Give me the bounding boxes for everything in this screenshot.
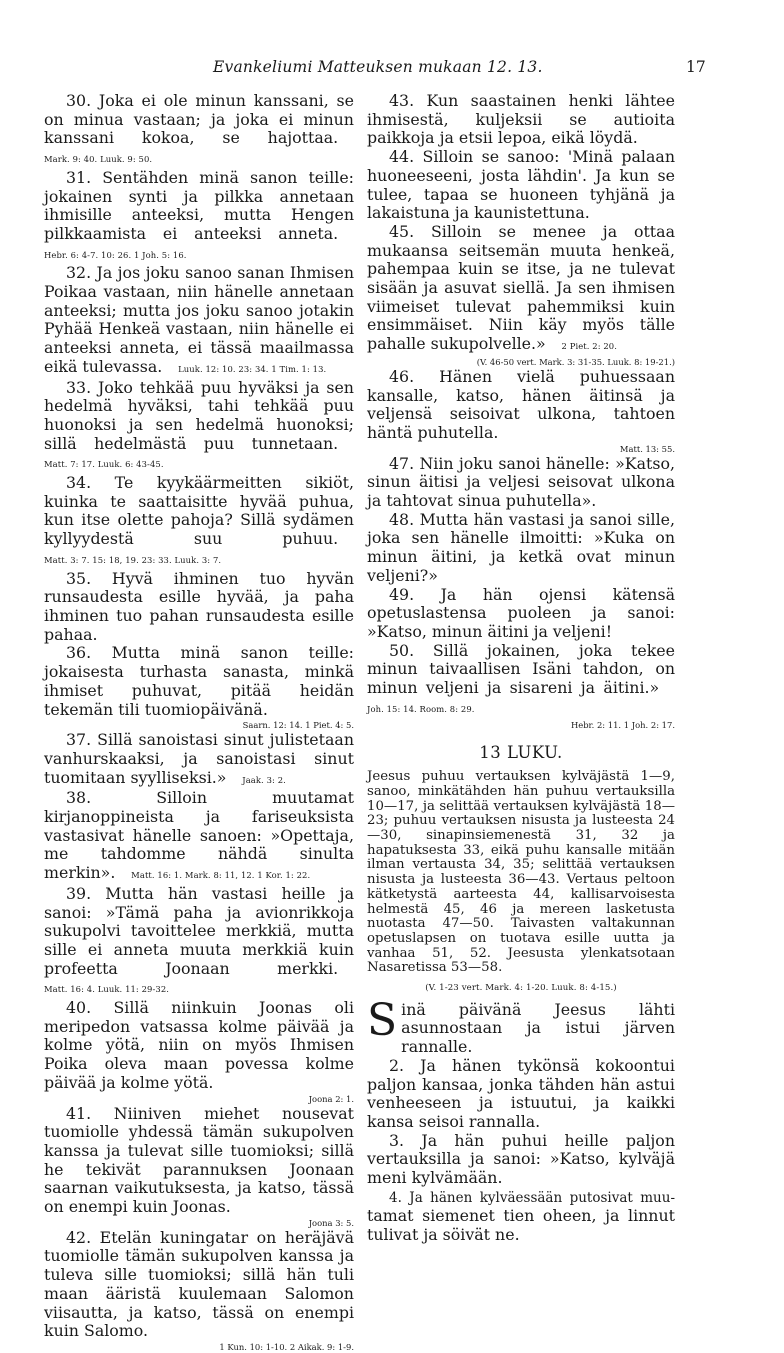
verse-text: 32. Ja jos joku sanoo sanan Ihmisen Poikaa vastaan, niin hänelle annetaan anteeksi; mutta jos joku sanoo jotakin Pyhää Henkeä vastaan, niin hänelle ei anteeksi anneta, ei tässä maailmassa eikä tulevassa. xyxy=(44,263,354,376)
verse-1-text: inä päivänä Jeesus lähti asunnostaan ja istui järven rannalle. xyxy=(401,999,675,1057)
verse-text: 44. Silloin se sanoo: 'Minä palaan huoneeseeni, josta lähdin'. Ja kun se tulee, tapaa se huoneen tyhjänä ja lakaistuna ja kaunistettuna. xyxy=(367,147,675,223)
verse-text: 31. Sentähden minä sanon teille: jokainen synti ja pilkka annetaan ihmisille anteeksi, mutta Hengen pilkkaamista ei anteeksi anneta. xyxy=(44,167,354,243)
verse-text: 48. Mutta hän vastasi ja sanoi sille, joka sen hänelle ilmoitti: »Kuka on minun äitini, ja ketkä ovat minun veljeni?» xyxy=(367,509,675,585)
right_column-verse xyxy=(367,455,675,511)
chapter-heading: 13 LUKU. xyxy=(479,742,563,762)
scripture-reference: Saarn. 12: 14. 1 Piet. 4: 5. xyxy=(242,720,354,731)
chapter-summary: Jeesus puhuu vertauksen kylväjästä 1—9, sanoo, minkätähden hän puhuu vertauksilla 10—17, ja selittää vertauksen kylväjästä 18—23; puhuu vertauksen nisusta ja lusteesta 24—30, sinapinsiemenestä 31, 32 ja hapatuksesta 33, eikä puhu kansalle mitään ilman vertausta 34, 35; selittää vertauksen nisusta ja lusteesta 36—43. Vertaus peltoon kätketystä aarteesta 44, kallisarvoisesta helmestä 45, 46 ja mereen lasketusta nuotasta 47—50. Taivasten valtakunnan opetuslapsen on tuotava esille uutta ja vanhaa 51, 52. Jeesusta ylenkatsotaan Nasaretissa 53—58. xyxy=(367,769,675,976)
right_column-verse xyxy=(367,368,675,455)
verse-text: 46. Hänen vielä puhuessaan kansalle, katso, hänen äitinsä ja veljensä seisoivat ulkona, tahtoen häntä puhutella. xyxy=(367,366,675,442)
right_column-verse xyxy=(367,92,675,148)
verse-text: 38. Silloin muutamat kirjanoppineista ja fariseuksista vastasivat hänelle sanoen: »Opettaja, me tahdomme nähdä sinulta merkin». xyxy=(44,788,354,883)
verse-text: 45. Silloin se menee ja ottaa mukaansa seitsemän muuta henkeä, pahempaa kuin se itse, ja ne tulevat sisään ja asuvat siellä. Ja sen ihmisen viimeiset tulevat pahemmiksi kuin ensimmäiset. Niin käy myös tälle pahalle sukupolvelle.» xyxy=(367,221,675,354)
page-header xyxy=(0,58,784,82)
right-column xyxy=(367,92,675,1245)
scripture-reference: Mark. 9: 40. Luuk. 9: 50. xyxy=(44,154,153,165)
scripture-reference: 2 Piet. 2: 20. xyxy=(561,341,617,352)
scripture-reference-continued: (V. 46-50 vert. Mark. 3: 31-35. Luuk. 8: 19-21.) xyxy=(476,356,675,367)
left_column-verse xyxy=(44,474,354,570)
right_column-verse xyxy=(367,642,675,731)
verse-4-opening: 4. Ja hänen kylväessään putosivat muu- xyxy=(389,1189,675,1206)
right_column-verse xyxy=(367,511,675,586)
left_column-verse xyxy=(44,1229,354,1353)
left_column-verse xyxy=(44,789,354,885)
verse-text: 42. Etelän kuningatar on heräjävä tuomiolle tämän sukupolven kanssa ja tuleva sille tuomioksi; sillä hän tuli maan ääristä kuulemaan Salomon viisautta, ja katso, tässä on enempi kuin Salomo. xyxy=(44,1227,354,1341)
chapter-verses xyxy=(367,1057,675,1188)
left_column-verse xyxy=(44,92,354,169)
left_column-verse xyxy=(44,731,354,789)
chapter-verse: 3. Ja hän puhui heille paljon vertauksilla ja sanoi: »Katso, kylväjä meni kylvämään. xyxy=(367,1130,675,1188)
left_column-verse xyxy=(44,570,354,645)
scripture-reference: Jaak. 3: 2. xyxy=(242,774,286,785)
left_column-verse xyxy=(44,644,354,731)
chapter-crossref: (V. 1-23 vert. Mark. 4: 1-20. Luuk. 8: 4-15.) xyxy=(425,983,617,994)
verse-text: 34. Te kyykäärmeitten sikiöt, kuinka te saattaisitte hyvää puhua, kun itse olette pahoja? Sillä sydämen kyllyydestä suu puhuu. xyxy=(44,473,354,549)
verse-text: 35. Hyvä ihminen tuo hyvän runsaudesta esille hyvää, ja paha ihminen tuo pahan runsaudesta esille pahaa. xyxy=(44,568,354,644)
scripture-reference: Matt. 16: 4. Luuk. 11: 29-32. xyxy=(44,984,170,995)
verse-text: 41. Niiniven miehet nousevat tuomiolle yhdessä tämän sukupolven kanssa ja tulevat sille tuomioksi; sillä he tekivät parannuksen Joonaan saarnan vaikutuksesta, ja katso, tässä on enempi kuin Joonas. xyxy=(44,1103,354,1217)
verse-4-text: tamat siemenet tien oheen, ja linnut tulivat ja söivät ne. xyxy=(367,1206,675,1245)
verse-text: 49. Ja hän ojensi kätensä opetuslastensa puoleen ja sanoi: »Katso, minun äitini ja veljeni! xyxy=(367,584,675,641)
scripture-reference: Joona 3: 5. xyxy=(308,1217,354,1228)
verse-text: 37. Sillä sanoistasi sinut julistetaan vanhurskaaksi, ja sanoistasi sinut tuomitaan syylliseksi.» xyxy=(44,730,354,787)
left-column xyxy=(44,92,354,1353)
running-title: Evankeliumi Matteuksen mukaan 12. 13. xyxy=(213,58,543,76)
left_column-verse xyxy=(44,1105,354,1229)
verse-text: 50. Sillä jokainen, joka tekee minun taivaallisen Isäni tahdon, on minun veljeni ja sisareni ja äitini.» xyxy=(367,640,675,698)
scripture-reference: Joh. 15: 14. Room. 8: 29. xyxy=(367,703,475,714)
verse-text: 33. Joko tehkää puu hyväksi ja sen hedelmä hyväksi, tahi tehkää puu huonoksi ja sen hedelmä huonoksi; sillä hedelmästä puu tunnetaan. xyxy=(44,377,354,453)
scripture-reference: Joona 2: 1. xyxy=(308,1093,354,1104)
verse-text: 39. Mutta hän vastasi heille ja sanoi: »Tämä paha ja avionrikkoja sukupolvi tavoittelee merkkiä, mutta sille ei anneta muuta merkkiä kuin profeetta Joonaan merkki. xyxy=(44,883,354,978)
verse-text: 36. Mutta minä sanon teille: jokaisesta turhasta sanasta, minkä ihmiset puhuvat, pitää heidän tekemän tili tuomiopäivänä. xyxy=(44,643,354,719)
scripture-reference: 1 Kun. 10: 1-10. 2 Aikak. 9: 1-9. xyxy=(219,1342,354,1352)
drop-cap: S xyxy=(367,994,398,1046)
left_column-verse xyxy=(44,379,354,475)
left_column-verse xyxy=(44,264,354,378)
right_column-verse xyxy=(367,586,675,642)
verse-text: 40. Sillä niinkuin Joonas oli meripedon vatsassa kolme päivää ja kolme yötä, niin on myös Ihmisen Poika oleva maan povessa kolme päivää ja kolme yötä. xyxy=(44,998,354,1092)
scripture-reference: Matt. 16: 1. Mark. 8: 11, 12. 1 Kor. 1: 22. xyxy=(131,870,311,881)
verse-text: 43. Kun saastainen henki lähtee ihmisestä, kuljeksii se autioita paikkoja ja etsii lepoa, eikä löydä. xyxy=(367,91,675,148)
scripture-reference-continued: Hebr. 2: 11. 1 Joh. 2: 17. xyxy=(570,719,675,730)
verse-text: 30. Joka ei ole minun kanssani, se on minua vastaan; ja joka ei minun kanssani kokoa, se hajottaa. xyxy=(44,91,354,148)
chapter-verse: 2. Ja hänen tykönsä kokoontui paljon kansaa, jonka tähden hän astui venheeseen ja istuutui, ja kaikki kansa seisoi rannalla. xyxy=(367,1055,675,1131)
left_column-verse xyxy=(44,885,354,999)
right_column-verse xyxy=(367,148,675,223)
verse-1 xyxy=(367,994,675,1057)
page-number: 17 xyxy=(686,58,706,76)
scripture-reference: Matt. 13: 55. xyxy=(619,443,675,454)
scripture-reference: Matt. 7: 17. Luuk. 6: 43-45. xyxy=(44,459,164,470)
scripture-reference: Matt. 3: 7. 15: 18, 19. 23: 33. Luuk. 3: 7. xyxy=(44,554,222,565)
left_column-verse xyxy=(44,169,354,265)
right-verses xyxy=(367,92,675,731)
verse-4 xyxy=(367,1188,675,1245)
right_column-verse xyxy=(367,223,675,368)
scripture-reference: Luuk. 12: 10. 23: 34. 1 Tim. 1: 13. xyxy=(178,363,327,374)
left_column-verse xyxy=(44,999,354,1105)
verse-text: 47. Niin joku sanoi hänelle: »Katso, sinun äitisi ja veljesi seisovat ulkona ja tahtovat sinua puhutella». xyxy=(367,453,675,511)
scripture-reference: Hebr. 6: 4-7. 10: 26. 1 Joh. 5: 16. xyxy=(44,249,187,260)
